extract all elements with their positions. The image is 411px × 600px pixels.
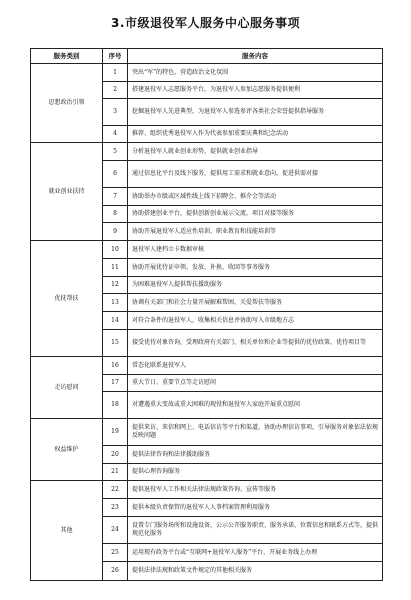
item-number: 15 [103, 330, 128, 357]
category-cell: 思想政治引领 [31, 64, 103, 143]
header-row [31, 49, 383, 64]
item-number: 13 [103, 294, 128, 312]
category-cell: 优抚帮扶 [31, 241, 103, 357]
item-number: 18 [103, 392, 128, 419]
item-number: 20 [103, 446, 128, 464]
item-number: 16 [103, 357, 128, 375]
item-number: 12 [103, 277, 128, 294]
table-row [31, 143, 383, 161]
item-number: 6 [103, 161, 128, 188]
item-number: 23 [103, 499, 128, 517]
category-cell: 权益维护 [31, 419, 103, 481]
item-content: 协助搭建创业平台，提供创新创业展示交流，项目对接等服务 [128, 206, 383, 223]
item-number: 14 [103, 312, 128, 330]
table-body [31, 64, 383, 581]
item-number: 17 [103, 375, 128, 392]
table-row [31, 64, 383, 82]
item-content: 对遭遇重大变故或重大困难的现役和退役军人家庭开展重点慰问 [128, 392, 383, 419]
item-number: 21 [103, 464, 128, 481]
item-content: 提供法律法规和政策文件规定的其他相关服务 [128, 562, 383, 581]
item-content: 提供本级负责保管的退役军人人事档案管理利用服务 [128, 499, 383, 517]
item-content: 通过信息化平台及线下服务，提供用工需求和就业意向，促进供需对接 [128, 161, 383, 188]
header-no: 序号 [103, 49, 128, 64]
item-number: 3 [103, 99, 128, 126]
item-number: 9 [103, 223, 128, 241]
table-header [31, 49, 383, 64]
item-number: 2 [103, 82, 128, 99]
item-content: 推荐、组织优秀退役军人作为代表参加重要庆典和纪念活动 [128, 126, 383, 143]
table-row [31, 357, 383, 375]
category-cell: 就业创业扶持 [31, 143, 103, 241]
item-number: 22 [103, 481, 128, 499]
service-table [30, 48, 383, 581]
item-number: 7 [103, 188, 128, 206]
item-content: 接受优待对象咨询，受理政府有关部门、相关单位和企业等提供的优待政策、优待项目等 [128, 330, 383, 357]
item-number: 8 [103, 206, 128, 223]
category-cell: 走访慰问 [31, 357, 103, 419]
item-number: 4 [103, 126, 128, 143]
item-content: 提供心理咨询服务 [128, 464, 383, 481]
item-number: 19 [103, 419, 128, 446]
page-title: 3.市级退役军人服务中心服务事项 [111, 16, 300, 30]
item-content: 退役军人建档立卡数据审核 [128, 241, 383, 259]
item-number: 24 [103, 517, 128, 544]
item-content: 协助举办市级或区域性线上线下招聘会、推介会等活动 [128, 188, 383, 206]
category-cell: 其他 [31, 481, 103, 581]
item-number: 1 [103, 64, 128, 82]
header-content: 服务内容 [128, 49, 383, 64]
item-number: 26 [103, 562, 128, 581]
item-content: 运用现有政务平台或“互联网+退役军人服务”平台，开展业务线上办理 [128, 544, 383, 562]
item-content: 协助开展优待证申领、发放、补换、收回等事务服务 [128, 259, 383, 277]
item-content: 提供来访、来信和网上、电话信访等平台和渠道，协助办理信访事项，引导服务对象依法依规反映问题 [128, 419, 383, 446]
item-number: 11 [103, 259, 128, 277]
item-content: 对符合条件的退役军人，收集相关信息并协助写入市级地方志 [128, 312, 383, 330]
item-content: 搭建退役军人志愿服务平台，为退役军人参加志愿服务提供便利 [128, 82, 383, 99]
table-row [31, 419, 383, 446]
item-content: 突出“军”的特色，营造政治文化氛围 [128, 64, 383, 82]
item-content: 重大节日、重要节点等走访慰问 [128, 375, 383, 392]
item-number: 25 [103, 544, 128, 562]
item-number: 10 [103, 241, 128, 259]
item-content: 提供退役军人工作相关法律法规政策咨询、宣传等服务 [128, 481, 383, 499]
item-content: 协调有关部门和社会力量开展解难帮困、关爱帮扶等服务 [128, 294, 383, 312]
item-content: 设置专门服务场所和设施设备，公示公开服务职责、服务承诺、位置信息和联系方式等，提供规范化服务 [128, 517, 383, 544]
table-row [31, 481, 383, 499]
item-content: 挖掘退役军人先进典型，为退役军人参选参评各类社会荣誉提供指导服务 [128, 99, 383, 126]
item-content: 分析退役军人就业创业形势，提供就业创业指导 [128, 143, 383, 161]
item-number: 5 [103, 143, 128, 161]
item-content: 提供法律咨询和法律援助服务 [128, 446, 383, 464]
table-row [31, 241, 383, 259]
item-content: 常态化联系退役军人 [128, 357, 383, 375]
header-category: 服务类别 [31, 49, 103, 64]
item-content: 协助开展退役军人适应性培训、职业教育和技能培训等 [128, 223, 383, 241]
item-content: 为困难退役军人提供帮扶援助服务 [128, 277, 383, 294]
